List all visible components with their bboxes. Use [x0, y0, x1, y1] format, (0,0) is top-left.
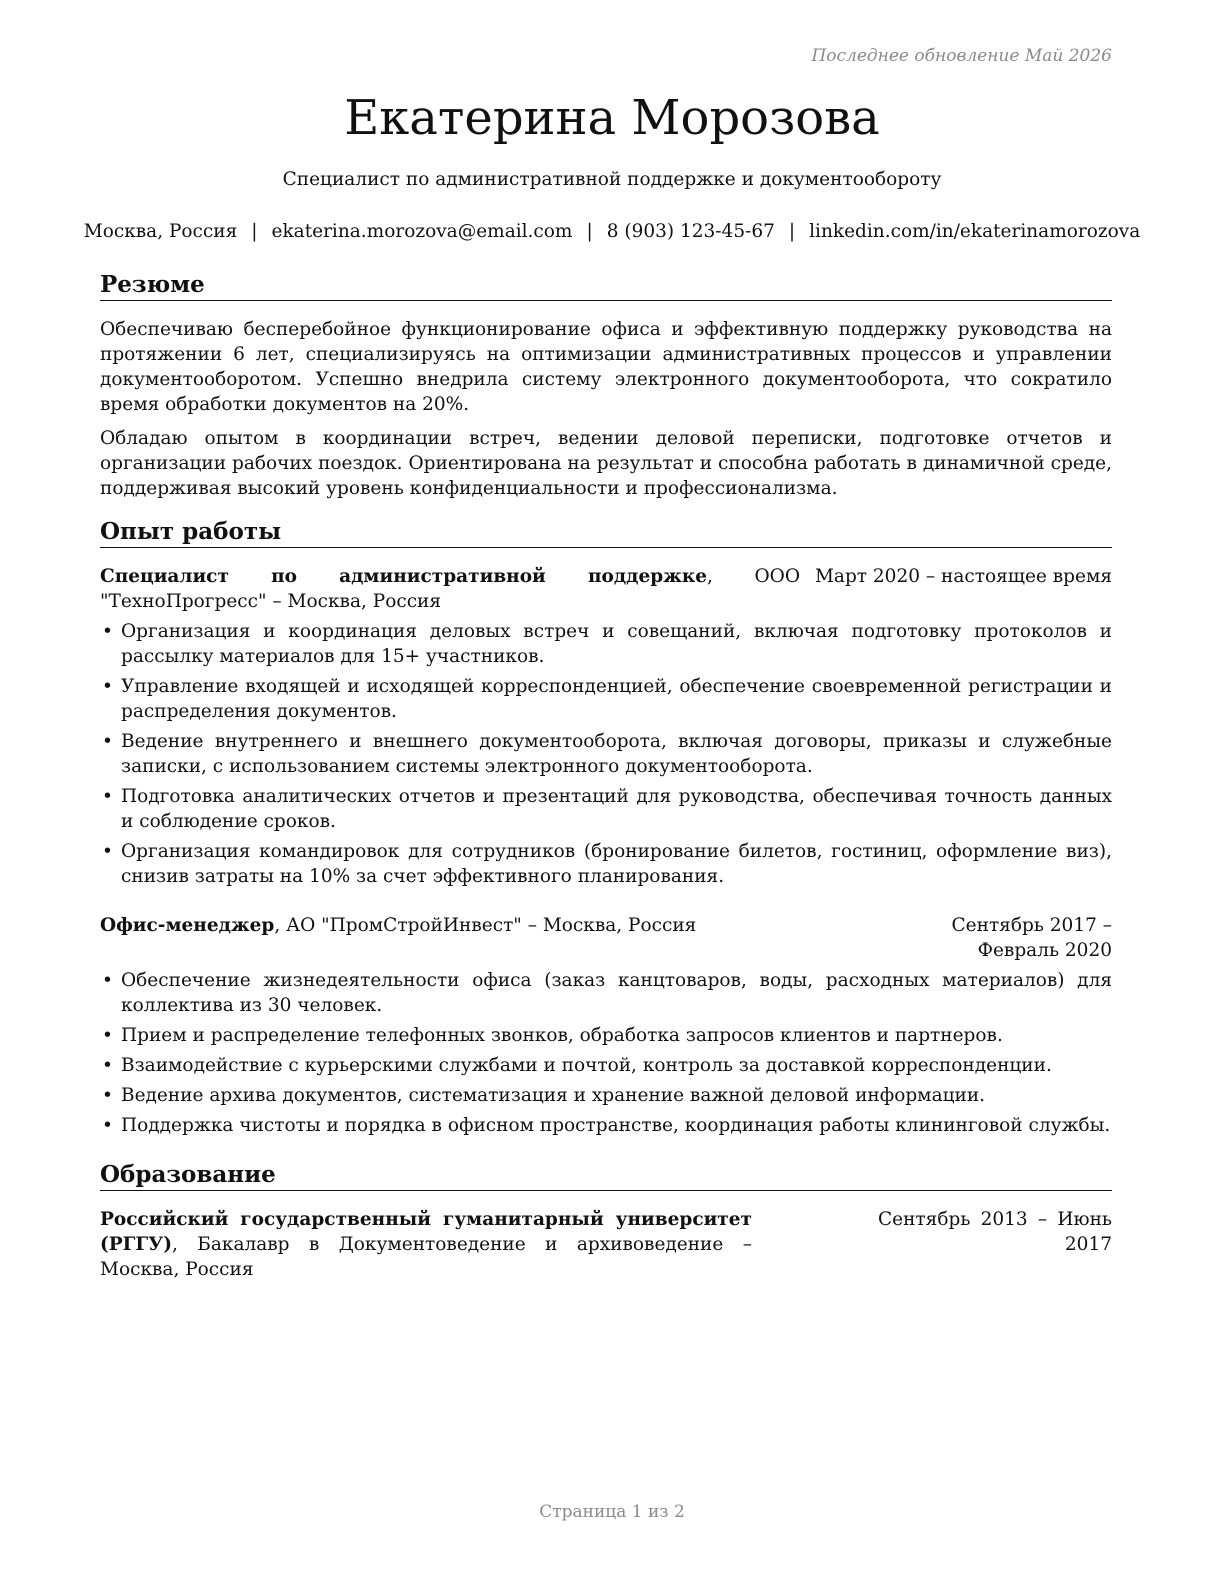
last-updated: Последнее обновление Май 2026	[811, 46, 1112, 66]
section-title-summary: Резюме	[100, 270, 1112, 301]
summary-paragraph: Обладаю опытом в координации встреч, ведении деловой переписки, подготовке отчетов и организации рабочих поездок. Ориентирована на результат и способна работать в динамичной среде, поддерживая высокий уровень конфиденциальности и профессионализма.	[100, 428, 1112, 499]
list-item: • Ведение внутреннего и внешнего документооборота, включая договоры, приказы и служебные записки, с использованием системы электронного документооборота.	[100, 729, 1112, 779]
education-institution: Российский государственный гуманитарный университет (РГГУ)	[100, 1209, 752, 1255]
job-role: Специалист по административной поддержке	[100, 566, 708, 587]
list-item: • Ведение архива документов, систематизация и хранение важной деловой информации.	[100, 1083, 1112, 1108]
job-title-line	[100, 564, 800, 614]
section-title-experience: Опыт работы	[100, 517, 1112, 548]
list-item: • Обеспечение жизнедеятельности офиса (заказ канцтоваров, воды, расходных материалов) для коллектива из 30 человек.	[100, 968, 1112, 1018]
list-item: • Подготовка аналитических отчетов и презентаций для руководства, обеспечивая точность данных и соблюдение сроков.	[100, 784, 1112, 834]
education-section	[100, 1160, 1112, 1282]
summary-text	[100, 317, 1112, 501]
job-bullets	[100, 968, 1112, 1138]
contact-separator: |	[586, 221, 593, 242]
education-entry	[100, 1207, 1112, 1282]
job-role: Офис-менеджер	[100, 915, 275, 936]
job-title-line	[100, 913, 800, 963]
education-details: , Бакалавр в Документоведение и архивоведение – Москва, Россия	[100, 1234, 752, 1280]
job-bullets	[100, 619, 1112, 889]
section-title-education: Образование	[100, 1160, 1112, 1191]
education-dates: Сентябрь 2013 – Июнь 2017	[878, 1209, 1112, 1255]
list-item: • Организация и координация деловых встреч и совещаний, включая подготовку протоколов и рассылку материалов для 15+ участников.	[100, 619, 1112, 669]
job-company: , АО "ПромСтройИнвест" – Москва, Россия	[274, 915, 697, 936]
contact-email[interactable]: ekaterina.morozova@email.com	[271, 221, 573, 242]
job-company: , ООО "ТехноПрогресс" – Москва, Россия	[100, 566, 801, 612]
summary-paragraph: Обеспечиваю бесперебойное функционирование офиса и эффективную поддержку руководства на протяжении 6 лет, специализируясь на оптимизации административных процессов и управлении документооборотом. Успешно внедрила систему электронного документооборота, что сократило время обработки документов на 20%.	[100, 319, 1112, 415]
job-entry	[100, 913, 1112, 1138]
resume-body	[100, 270, 1112, 1282]
job-dates: Март 2020 – настоящее время	[814, 566, 1112, 587]
contact-separator: |	[788, 221, 796, 242]
summary-section	[100, 270, 1112, 501]
list-item: • Управление входящей и исходящей корреспонденцией, обеспечение своевременной регистрации и распределения документов.	[100, 674, 1112, 724]
contact-phone[interactable]: 8 (903) 123-45-67	[606, 221, 775, 242]
candidate-title: Специалист по административной поддержке и документообороту	[282, 169, 942, 190]
job-dates: Сентябрь 2017 – Февраль 2020	[951, 915, 1112, 961]
contact-line	[0, 219, 1224, 244]
list-item: • Прием и распределение телефонных звонков, обработка запросов клиентов и партнеров.	[100, 1023, 1112, 1048]
job-entry	[100, 564, 1112, 889]
job-header	[100, 564, 1112, 614]
list-item: • Организация командировок для сотрудников (бронирование билетов, гостиниц, оформление виз), снизив затраты на 10% за счет эффективного планирования.	[100, 839, 1112, 889]
contact-city: Москва, Россия	[83, 221, 238, 242]
education-institution-line	[100, 1207, 752, 1282]
list-item: • Поддержка чистоты и порядка в офисном пространстве, координация работы клининговой службы.	[100, 1113, 1112, 1138]
contact-linkedin[interactable]: linkedin.com/in/ekaterinamorozova	[809, 221, 1141, 242]
job-header	[100, 913, 1112, 963]
list-item: • Взаимодействие с курьерскими службами и почтой, контроль за доставкой корреспонденции.	[100, 1053, 1112, 1078]
page-number: Страница 1 из 2	[539, 1502, 685, 1522]
contact-separator: |	[251, 221, 258, 242]
experience-section	[100, 517, 1112, 1138]
candidate-name: Екатерина Морозова	[344, 90, 880, 146]
